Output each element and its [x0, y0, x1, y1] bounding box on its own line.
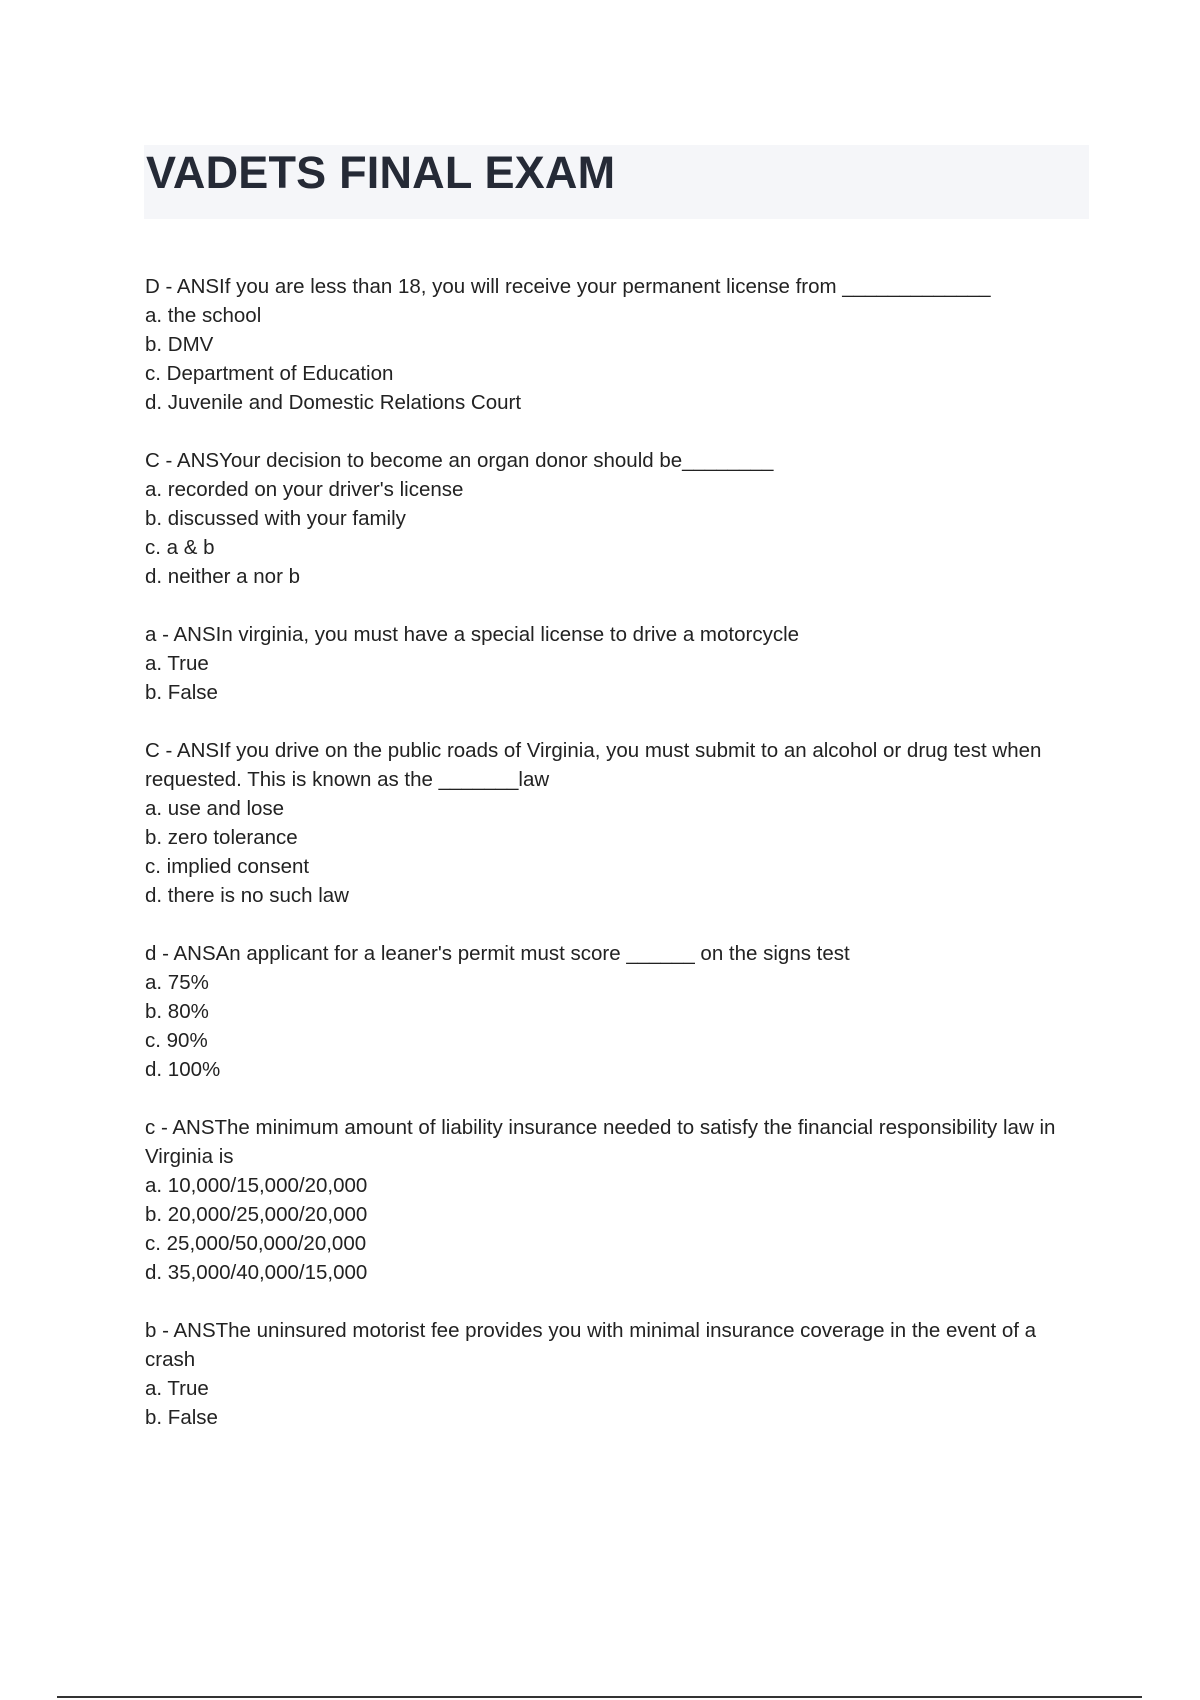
answer-option: d. 100% [145, 1058, 221, 1081]
answer-option: d. neither a nor b [145, 565, 300, 588]
answer-option: a. True [145, 652, 209, 675]
answer-option: b. 80% [145, 1000, 209, 1023]
answer-option: c. 90% [145, 1029, 208, 1052]
question-prompt: a - ANSIn virginia, you must have a special license to drive a motorcycle [145, 623, 800, 646]
page-title: VADETS FINAL EXAM [146, 147, 616, 198]
answer-option: b. False [145, 681, 218, 704]
answer-option: b. zero tolerance [145, 826, 298, 849]
page-bottom-rule [57, 1696, 1142, 1698]
question-prompt: d - ANSAn applicant for a leaner's permit must score ______ on the signs test [145, 942, 850, 965]
question-prompt: D - ANSIf you are less than 18, you will receive your permanent license from _____________ [145, 275, 991, 298]
answer-option: a. 75% [145, 971, 209, 994]
question-3 [145, 620, 1090, 707]
question-prompt: C - ANSIf you drive on the public roads of Virginia, you must submit to an alcohol or drug test when requested. This is known as the _______law [145, 739, 1042, 791]
question-6 [145, 1113, 1090, 1287]
answer-option: c. a & b [145, 536, 215, 559]
question-5 [145, 939, 1090, 1084]
question-1 [145, 272, 1090, 417]
answer-option: c. Department of Education [145, 362, 394, 385]
answer-option: a. True [145, 1377, 209, 1400]
answer-option: c. 25,000/50,000/20,000 [145, 1232, 367, 1255]
question-prompt: c - ANSThe minimum amount of liability insurance needed to satisfy the financial responsibility law in Virginia is [145, 1116, 1056, 1168]
question-7 [145, 1316, 1090, 1432]
answer-option: a. the school [145, 304, 262, 327]
answer-option: b. DMV [145, 333, 214, 356]
answer-option: a. use and lose [145, 797, 285, 820]
question-2 [145, 446, 1090, 591]
question-4 [145, 736, 1090, 910]
answer-option: a. recorded on your driver's license [145, 478, 464, 501]
answer-option: d. Juvenile and Domestic Relations Court [145, 391, 522, 414]
answer-option: d. there is no such law [145, 884, 349, 907]
answer-option: b. False [145, 1406, 218, 1429]
question-prompt: b - ANSThe uninsured motorist fee provides you with minimal insurance coverage in the event of a crash [145, 1319, 1037, 1371]
answer-option: b. 20,000/25,000/20,000 [145, 1203, 368, 1226]
answer-option: c. implied consent [145, 855, 310, 878]
answer-option: a. 10,000/15,000/20,000 [145, 1174, 368, 1197]
question-list [145, 272, 1090, 1461]
answer-option: d. 35,000/40,000/15,000 [145, 1261, 368, 1284]
answer-option: b. discussed with your family [145, 507, 406, 530]
question-prompt: C - ANSYour decision to become an organ donor should be________ [145, 449, 774, 472]
